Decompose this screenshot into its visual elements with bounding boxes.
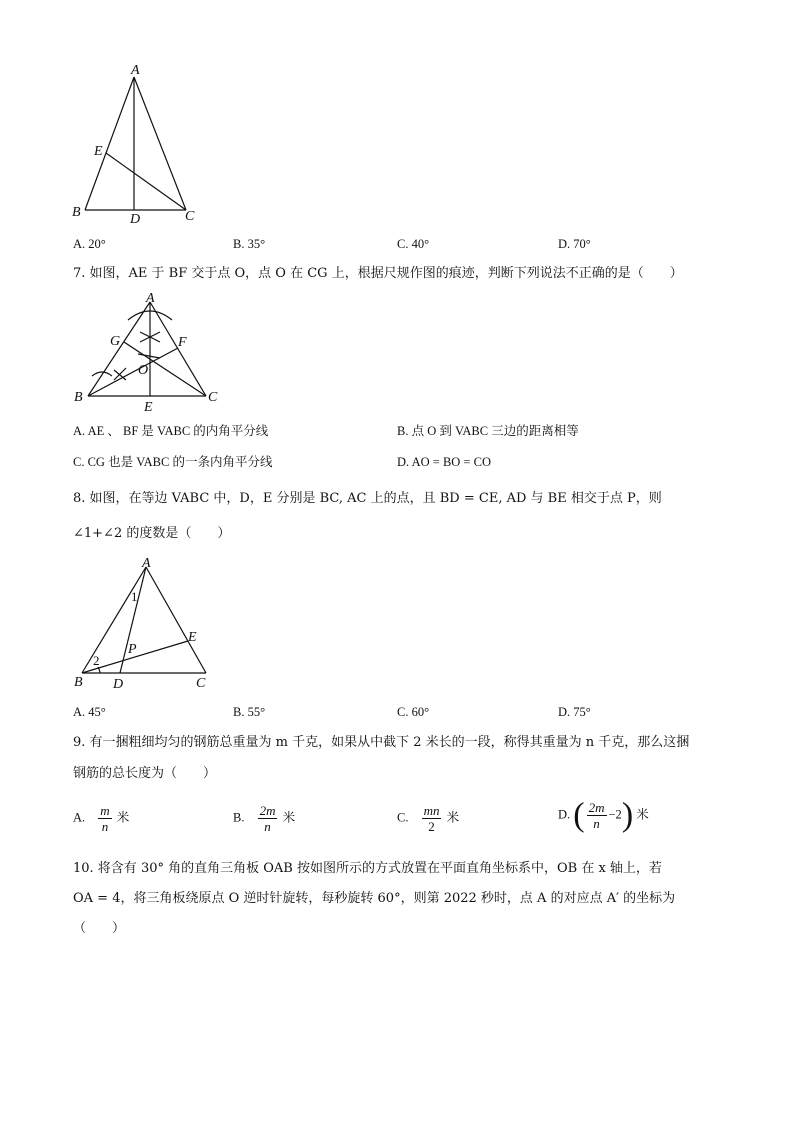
label-c: C — [208, 390, 218, 405]
fraction-numerator: mn — [423, 803, 440, 818]
triangle-figure-q6 — [68, 60, 208, 230]
label-a: A — [146, 291, 155, 306]
segment-cg — [124, 342, 206, 396]
label-d: D — [130, 212, 141, 227]
q9-option-d-unit: 米 — [636, 807, 649, 822]
fraction-numerator: 2m — [259, 803, 276, 818]
q6-option-a[interactable]: A. 20° — [73, 237, 106, 251]
fraction-denominator: n — [264, 819, 271, 834]
label-b: B — [72, 205, 81, 220]
q9-option-c-fraction — [422, 803, 442, 834]
q8-option-c[interactable]: C. 60° — [397, 705, 430, 719]
q9-option-d-tail: −2 — [608, 807, 622, 822]
triangle-figure-q7 — [68, 290, 228, 415]
label-e: E — [144, 400, 153, 415]
q6-option-d[interactable]: D. 70° — [558, 237, 591, 251]
q9-option-d[interactable] — [558, 796, 649, 834]
label-e: E — [94, 144, 103, 159]
label-c: C — [196, 676, 206, 691]
label-a: A — [131, 63, 140, 78]
q6-option-b[interactable]: B. 35° — [233, 237, 266, 251]
q9-option-b-letter: B. — [233, 810, 245, 825]
segment-ab — [85, 77, 134, 210]
q10-text-line1: 10. 将含有 30° 角的直角三角板 OAB 按如图所示的方式放置在平面直角坐标系中，OB 在 x 轴上，若 — [73, 861, 662, 876]
q8-option-a[interactable]: A. 45° — [73, 705, 106, 719]
q8-option-b[interactable]: B. 55° — [233, 705, 266, 719]
segment-ab — [88, 302, 150, 396]
q7-option-b[interactable]: B. 点 O 到 VABC 三边的距离相等 — [397, 424, 579, 438]
label-a: A — [142, 556, 151, 571]
q9-option-a-letter: A. — [73, 810, 86, 825]
q7-option-d[interactable]: D. AO = BO = CO — [397, 455, 491, 469]
label-p: P — [128, 642, 137, 657]
right-paren-glyph: ) — [621, 796, 634, 834]
angle-label-1: 1 — [131, 589, 138, 604]
q9-option-b-fraction — [258, 803, 278, 834]
q9-option-c-letter: C. — [397, 810, 409, 825]
fraction-numerator: 2m — [588, 800, 605, 815]
q9-option-a-unit: 米 — [116, 810, 130, 825]
q10-text-line2: OA = 4，将三角板绕原点 O 逆时针旋转，每秒旋转 60°，则第 2022 秒时，点 A 的对应点 A′ 的坐标为 — [73, 891, 676, 906]
q9-option-b[interactable] — [233, 803, 295, 834]
segment-ac — [146, 567, 206, 673]
label-o: O — [138, 363, 149, 378]
q9-option-a-fraction — [98, 803, 111, 834]
label-f: F — [178, 335, 187, 350]
label-g: G — [110, 334, 121, 349]
q9-text-line2: 钢筋的总长度为（ ） — [73, 766, 217, 781]
q8-text-line1: 8. 如图，在等边 VABC 中，D，E 分别是 BC, AC 上的点，且 BD = CE, AD 与 BE 相交于点 P，则 — [73, 491, 662, 506]
q9-option-d-fraction — [587, 800, 607, 831]
q6-option-c[interactable]: C. 40° — [397, 237, 430, 251]
fraction-denominator: n — [593, 816, 600, 831]
arc-cross-2 — [138, 354, 160, 358]
fraction-denominator: n — [101, 819, 109, 834]
q9-option-d-letter: D. — [558, 807, 571, 822]
fraction-numerator: m — [100, 803, 110, 818]
arc-cross-3 — [114, 368, 126, 380]
label-d: D — [113, 677, 124, 692]
label-b: B — [74, 390, 83, 405]
q7-option-a[interactable]: A. AE 、 BF 是 VABC 的内角平分线 — [73, 424, 269, 438]
left-paren-glyph: ( — [573, 796, 585, 834]
q8-text-line2: ∠1+∠2 的度数是（ ） — [73, 526, 231, 541]
segment-ac — [134, 77, 186, 210]
label-e: E — [188, 630, 197, 645]
q9-option-c-unit: 米 — [446, 810, 460, 825]
fraction-denominator: 2 — [428, 819, 435, 834]
q10-text-line3: （ ） — [73, 921, 126, 936]
triangle-figure-q8 — [68, 553, 218, 693]
q7-option-c[interactable]: C. CG 也是 VABC 的一条内角平分线 — [73, 455, 273, 469]
q9-option-a[interactable] — [73, 803, 129, 834]
q9-option-b-unit: 米 — [282, 810, 296, 825]
q9-text-line1: 9. 有一捆粗细均匀的钢筋总重量为 m 千克，如果从中截下 2 米长的一段，称得其重量为 n 千克，那么这捆 — [73, 735, 690, 750]
q9-option-c[interactable] — [397, 803, 459, 834]
label-c: C — [185, 209, 195, 224]
segment-ec — [106, 153, 186, 210]
label-b: B — [74, 675, 83, 690]
q7-text: 7. 如图，AE 于 BF 交于点 O，点 O 在 CG 上，根据尺规作图的痕迹，判断下列说法不正确的是（ ） — [73, 266, 683, 281]
q8-option-d[interactable]: D. 75° — [558, 705, 591, 719]
angle-label-2: 2 — [93, 653, 100, 668]
